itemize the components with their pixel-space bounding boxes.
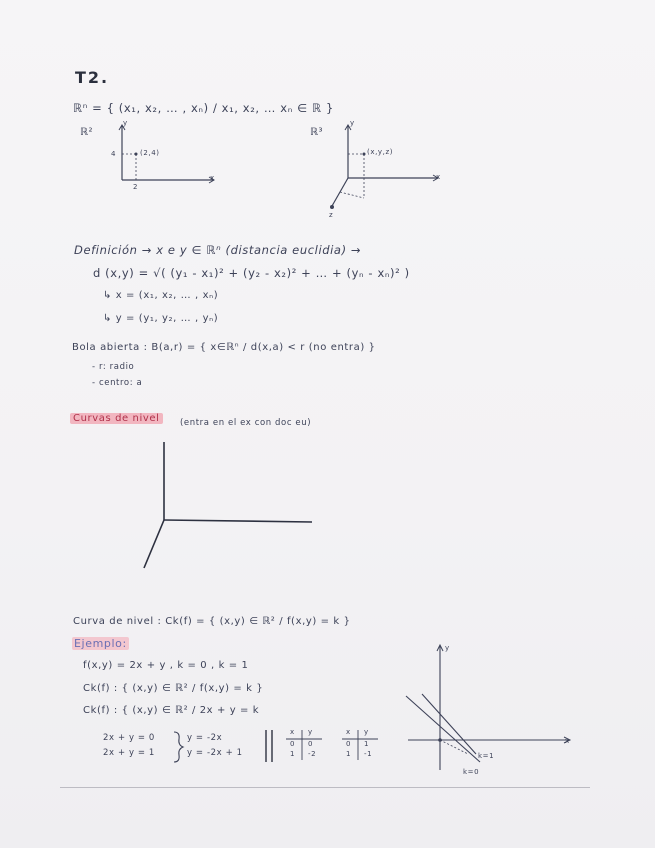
graph-y-label: y: [445, 644, 450, 652]
radius-note: - r: radio: [92, 362, 135, 372]
example-function: f(x,y) = 2x + y , k = 0 , k = 1: [83, 660, 249, 671]
r2-y-tick: 4: [111, 150, 117, 158]
system-brace: [172, 730, 186, 764]
line-k1: [422, 694, 476, 754]
values-table-k1: [340, 728, 382, 762]
r3-axes-figure: [320, 118, 445, 218]
system-equation-2: 2x + y = 1: [103, 748, 155, 758]
table-k0-cell: 0: [290, 740, 296, 748]
table-k0-header-x: x: [290, 728, 295, 736]
example-label: [72, 637, 129, 650]
graph-x-label: x: [565, 737, 570, 745]
double-bar-separator: [263, 728, 275, 764]
r2-y-axis-label: y: [123, 119, 128, 127]
r2-x-axis-label: x: [210, 174, 215, 182]
distance-formula: d (x,y) = √( (y₁ - x₁)² + (y₂ - x₂)² + … + (yₙ - xₙ)² ): [93, 266, 410, 280]
center-note: - centro: a: [92, 378, 143, 388]
definition-line: Definición → x e y ∈ ℝⁿ (distancia euclidia) →: [74, 243, 362, 257]
line-k0: [406, 696, 480, 762]
r3-point-label: (x,y,z): [367, 148, 394, 156]
level-curve-definition: Curva de nivel : Ck(f) = { (x,y) ∈ ℝ² / f(x,y) = k }: [73, 616, 351, 627]
system-solution-1: y = -2x: [187, 733, 223, 743]
r2-axes-figure: [110, 118, 220, 198]
graph-k0-label: k=0: [463, 768, 480, 776]
system-solution-2: y = -2x + 1: [187, 748, 243, 758]
level-curves-heading-text: Curvas de nivel: [70, 413, 163, 424]
page-title: T2.: [75, 68, 110, 87]
r3-label: ℝ³: [310, 127, 324, 138]
values-table-k0: [284, 728, 326, 762]
table-k0-cell: 1: [290, 750, 296, 758]
level-curves-note: (entra en el ex con doc eu): [180, 418, 312, 428]
table-k1-header-x: x: [346, 728, 351, 736]
example-ck-specific: Ck(f) : { (x,y) ∈ ℝ² / 2x + y = k: [83, 705, 260, 716]
page-bottom-rule: [60, 787, 590, 788]
x-vector: ↳ x = (x₁, x₂, … , xₙ): [103, 290, 219, 301]
r3-z-axis-label: z: [329, 211, 334, 219]
r2-point-label: (2,4): [140, 149, 160, 157]
table-k1-header-y: y: [364, 728, 369, 736]
r2-label: ℝ²: [80, 127, 94, 138]
r2-x-tick: 2: [133, 183, 139, 191]
graph-k1-label: k=1: [478, 752, 495, 760]
table-k0-cell: -2: [308, 750, 317, 758]
system-equation-1: 2x + y = 0: [103, 733, 155, 743]
level-curves-heading: [70, 413, 163, 424]
y-vector: ↳ y = (y₁, y₂, … , yₙ): [103, 313, 219, 324]
table-k0-cell: 0: [308, 740, 314, 748]
table-k1-cell: 0: [346, 740, 352, 748]
example-label-text: Ejemplo:: [74, 637, 127, 650]
r3-y-axis-label: y: [350, 119, 355, 127]
rn-definition: ℝⁿ = { (x₁, x₂, … , xₙ) / x₁, x₂, … xₙ ∈ ℝ }: [73, 101, 334, 115]
table-k1-cell: -1: [364, 750, 373, 758]
table-k0-header-y: y: [308, 728, 313, 736]
level-curves-3d-axes: [140, 438, 320, 573]
open-ball-definition: Bola abierta : B(a,r) = { x∈ℝⁿ / d(x,a) < r (no entra) }: [72, 342, 376, 353]
example-ck-general: Ck(f) : { (x,y) ∈ ℝ² / f(x,y) = k }: [83, 683, 264, 694]
table-k1-cell: 1: [346, 750, 352, 758]
r3-x-axis-label: x: [436, 173, 441, 181]
table-k1-cell: 1: [364, 740, 370, 748]
